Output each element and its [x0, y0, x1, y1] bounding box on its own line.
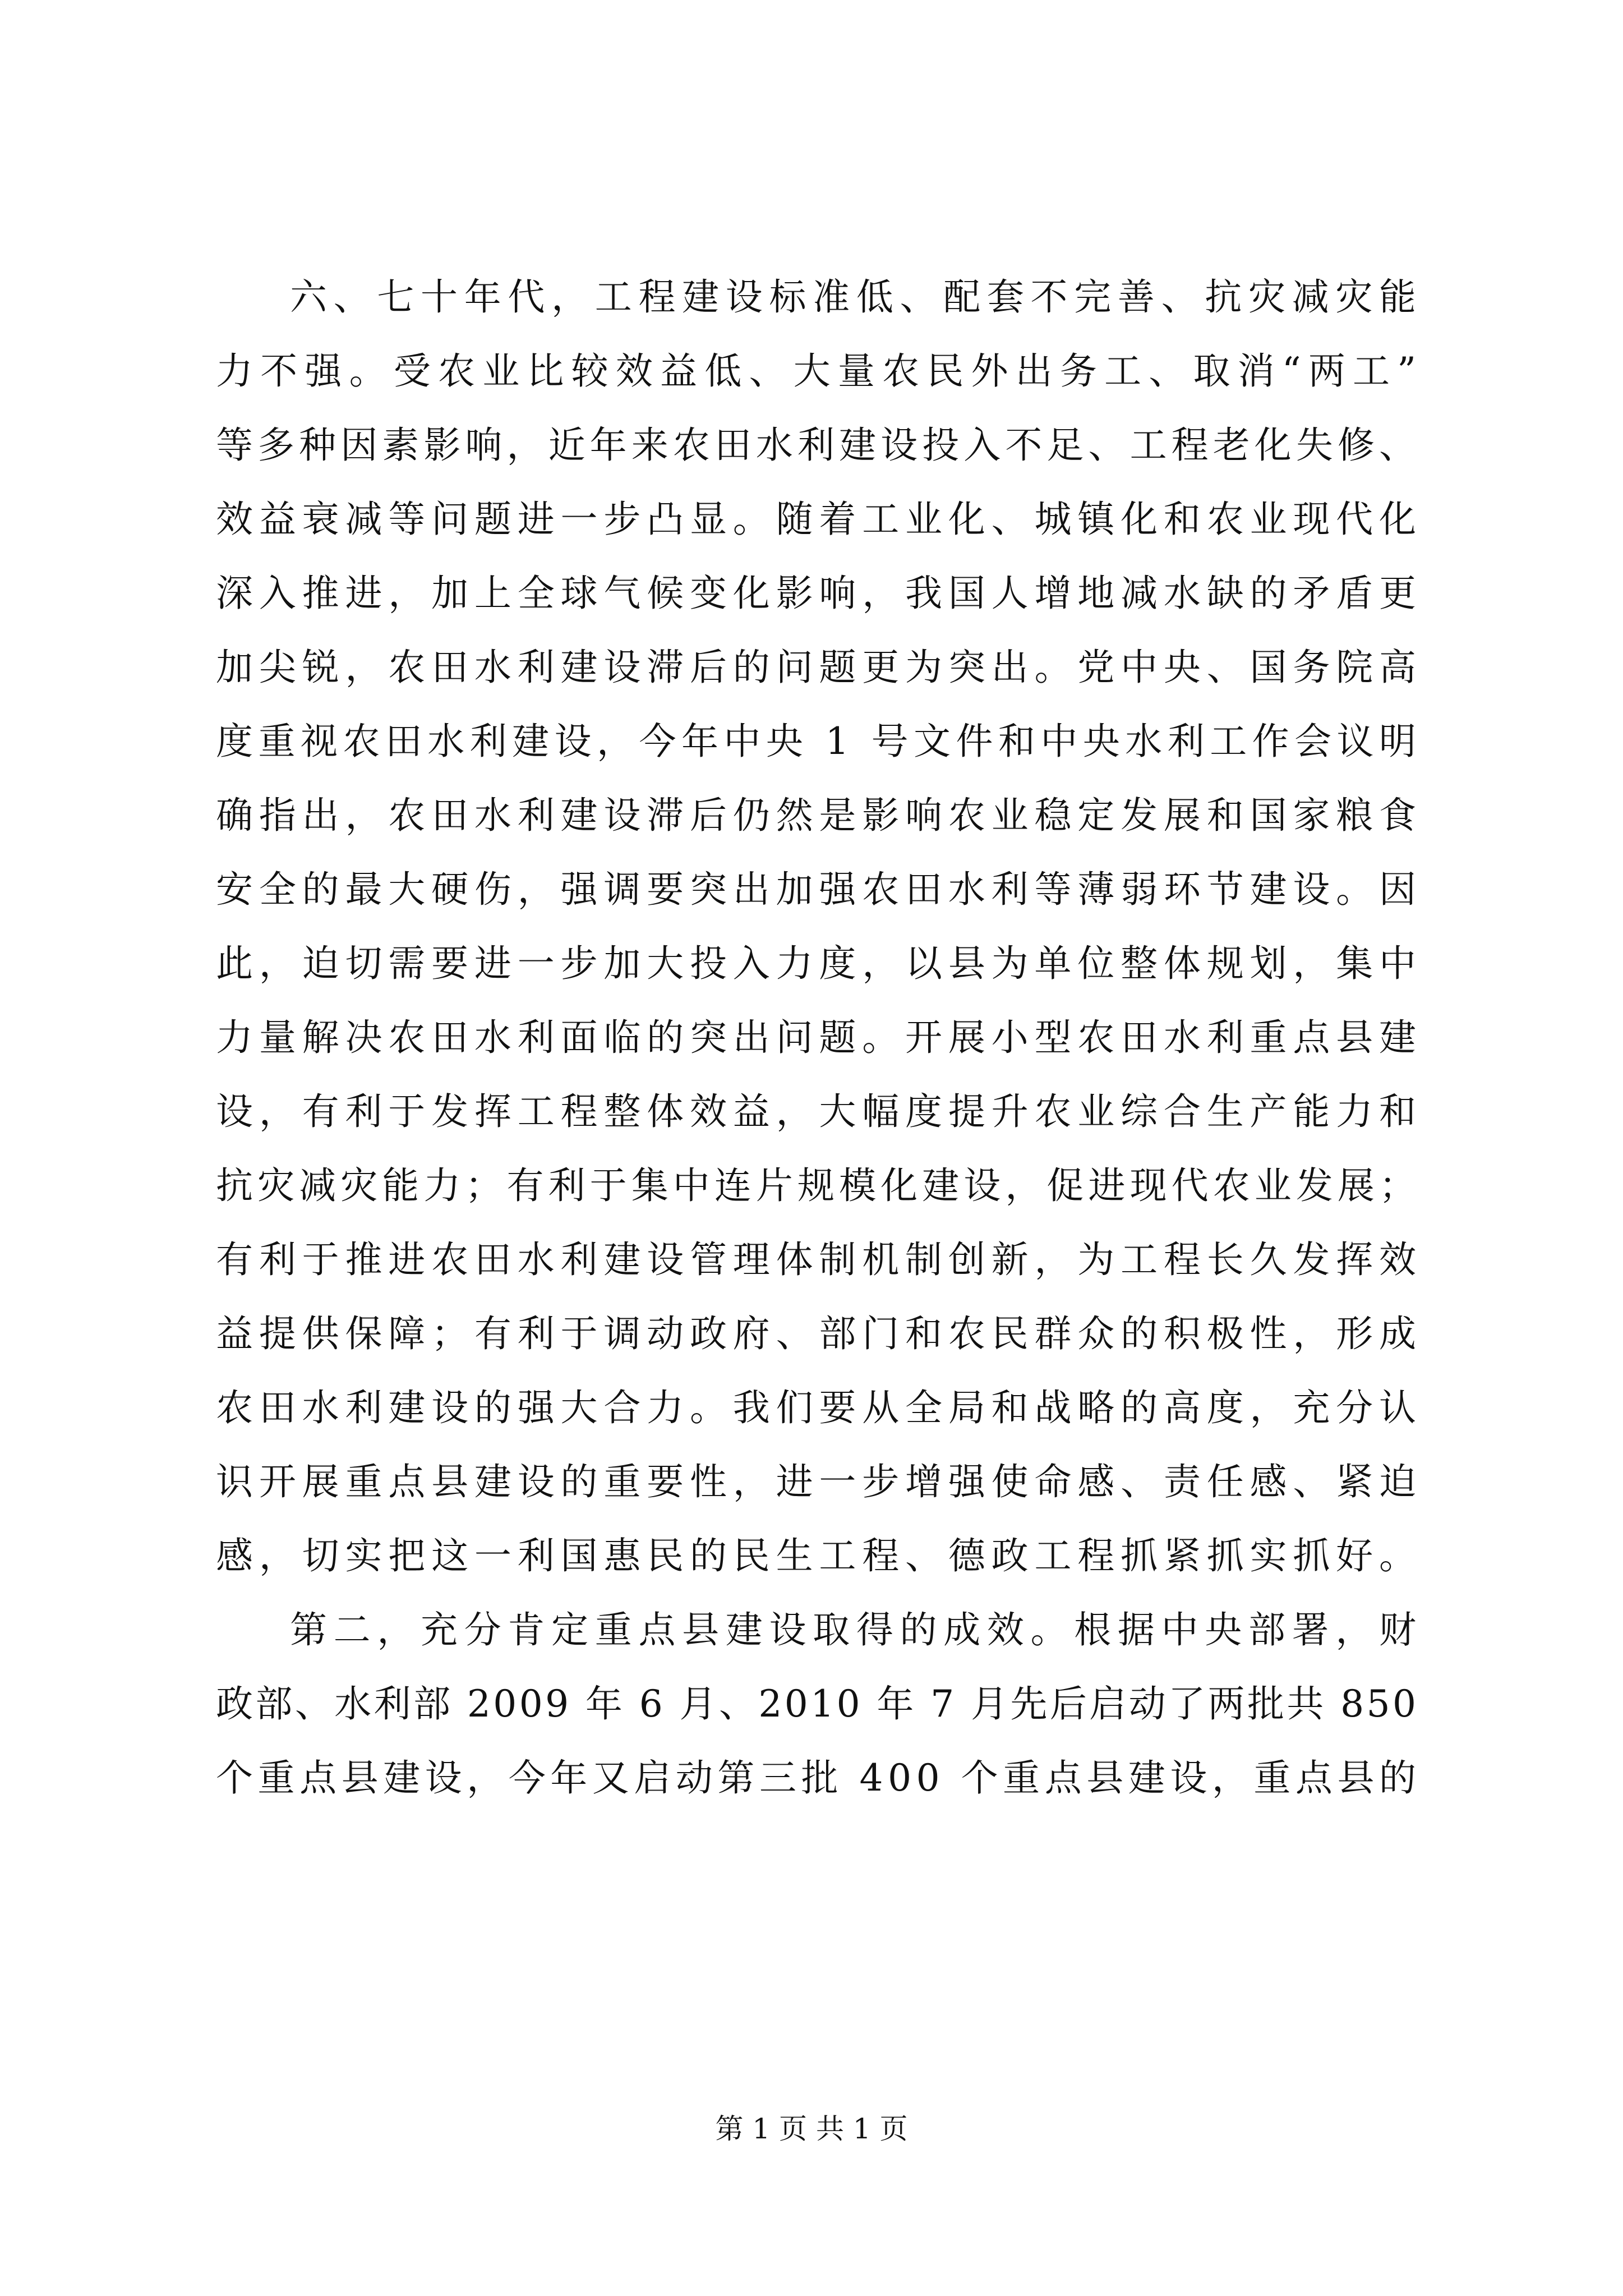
text-line: 抗灾减灾能力；有利于集中连片规模化建设，促进现代农业发展；	[216, 1164, 1421, 1207]
text-line: 深入推进，加上全球气候变化影响，我国人增地减水缺的矛盾更	[216, 572, 1422, 615]
text-line: 识开展重点县建设的重要性，进一步增强使命感、责任感、紧迫	[216, 1460, 1422, 1503]
page-footer: 第 1 页 共 1 页	[715, 2113, 908, 2145]
text-line: 第二，充分肯定重点县建设取得的成效。根据中央部署，财	[290, 1608, 1423, 1651]
text-line: 政部、水利部 2009 年 6 月、2010 年 7 月先后启动了两批共 850	[216, 1682, 1419, 1726]
text-line: 效益衰减等问题进一步凸显。随着工业化、城镇化和农业现代化	[216, 498, 1422, 541]
text-line: 确指出，农田水利建设滞后仍然是影响农业稳定发展和国家粮食	[216, 794, 1422, 837]
text-line: 力量解决农田水利面临的突出问题。开展小型农田水利重点县建	[216, 1016, 1422, 1059]
text-line: 农田水利建设的强大合力。我们要从全局和战略的高度，充分认	[216, 1386, 1422, 1429]
text-line: 等多种因素影响，近年来农田水利建设投入不足、工程老化失修、	[216, 424, 1421, 467]
text-line: 设，有利于发挥工程整体效益，大幅度提升农业综合生产能力和	[216, 1090, 1422, 1133]
text-line: 度重视农田水利建设，今年中央 1 号文件和中央水利工作会议明	[216, 720, 1422, 763]
text-line: 此，迫切需要进一步加大投入力度，以县为单位整体规划，集中	[216, 942, 1422, 985]
text-line: 益提供保障；有利于调动政府、部门和农民群众的积极性，形成	[216, 1312, 1422, 1355]
text-line: 加尖锐，农田水利建设滞后的问题更为突出。党中央、国务院高	[216, 646, 1422, 689]
text-line: 有利于推进农田水利建设管理体制机制创新，为工程长久发挥效	[216, 1238, 1422, 1281]
text-line: 六、七十年代，工程建设标准低、配套不完善、抗灾减灾能	[290, 275, 1423, 319]
text-line: 力不强。受农业比较效益低、大量农民外出务工、取消“两工”	[216, 349, 1424, 393]
text-line: 感，切实把这一利国惠民的民生工程、德政工程抓紧抓实抓好。	[216, 1534, 1422, 1577]
text-line: 个重点县建设，今年又启动第三批 400 个重点县建设，重点县的	[216, 1756, 1421, 1800]
text-line: 安全的最大硬伤，强调要突出加强农田水利等薄弱环节建设。因	[216, 868, 1422, 911]
